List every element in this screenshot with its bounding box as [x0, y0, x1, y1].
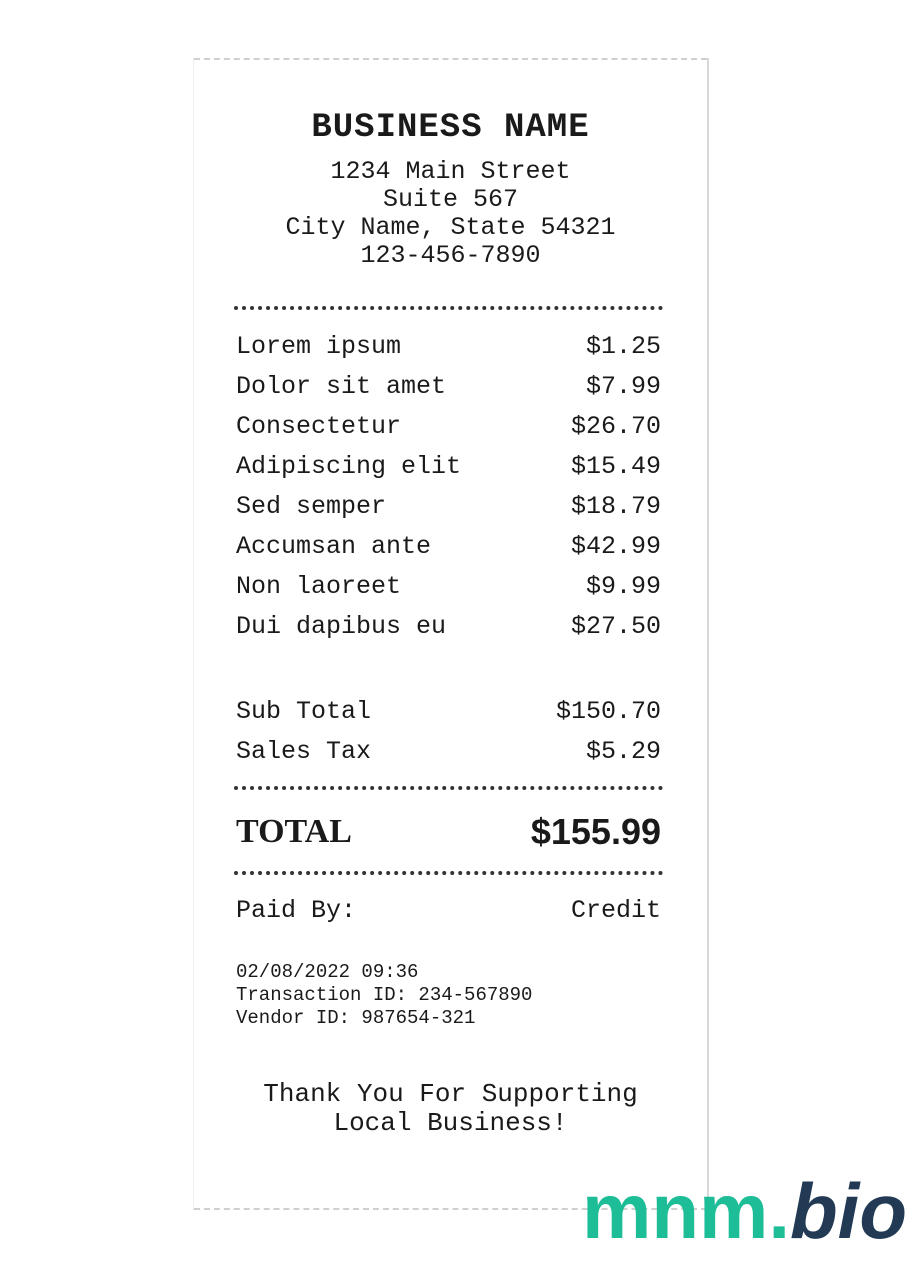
subtotal-label: Sub Total [236, 697, 372, 726]
business-name: BUSINESS NAME [311, 109, 590, 147]
payment-label: Paid By: [236, 896, 357, 925]
item-price: $27.50 [570, 612, 661, 641]
subtotal-row [236, 697, 661, 727]
thank-you-line-1: Thank You For Supporting [263, 1079, 638, 1109]
dotted-divider [234, 871, 663, 875]
subtotal-value: $150.70 [555, 697, 661, 726]
address-city: City Name, State 54321 [285, 213, 616, 242]
payment-row [236, 896, 661, 926]
item-name: Sed semper [236, 492, 387, 521]
item-price: $7.99 [585, 372, 661, 401]
line-item [236, 612, 661, 642]
business-phone: 123-456-7890 [360, 241, 541, 270]
item-price: $15.49 [570, 452, 661, 481]
item-price: $18.79 [570, 492, 661, 521]
line-item [236, 412, 661, 442]
line-item [236, 532, 661, 562]
payment-method: Credit [570, 896, 661, 925]
item-name: Non laoreet [236, 572, 402, 601]
item-price: $42.99 [570, 532, 661, 561]
transaction-meta [236, 961, 532, 1030]
total-label: TOTAL [236, 813, 352, 850]
total-row [236, 812, 661, 852]
vendor-id: Vendor ID: 987654-321 [236, 1007, 476, 1029]
watermark-part-2: bio [790, 1167, 907, 1255]
line-item [236, 492, 661, 522]
item-name: Dolor sit amet [236, 372, 447, 401]
sales-tax-row [236, 737, 661, 767]
line-item [236, 372, 661, 402]
watermark-logo [582, 1168, 907, 1254]
item-name: Dui dapibus eu [236, 612, 447, 641]
transaction-datetime: 02/08/2022 09:36 [236, 961, 419, 983]
item-price: $1.25 [585, 332, 661, 361]
total-value: $155.99 [530, 811, 661, 852]
line-item [236, 572, 661, 602]
dotted-divider [234, 786, 663, 790]
business-address [194, 158, 707, 270]
address-street: 1234 Main Street [330, 157, 571, 186]
item-name: Accumsan ante [236, 532, 432, 561]
receipt-header [194, 108, 707, 270]
line-item [236, 332, 661, 362]
sales-tax-value: $5.29 [585, 737, 661, 766]
line-item [236, 452, 661, 482]
transaction-id: Transaction ID: 234-567890 [236, 984, 533, 1006]
thank-you-line-2: Local Business! [333, 1108, 568, 1138]
receipt [193, 58, 709, 1210]
dotted-divider [234, 306, 663, 310]
watermark-part-1: mnm. [582, 1167, 791, 1255]
thank-you-message [194, 1080, 707, 1138]
item-name: Adipiscing elit [236, 452, 462, 481]
item-name: Lorem ipsum [236, 332, 402, 361]
item-name: Consectetur [236, 412, 402, 441]
address-suite: Suite 567 [382, 185, 519, 214]
item-price: $26.70 [570, 412, 661, 441]
item-price: $9.99 [585, 572, 661, 601]
receipt-top-edge [194, 58, 707, 60]
sales-tax-label: Sales Tax [236, 737, 372, 766]
